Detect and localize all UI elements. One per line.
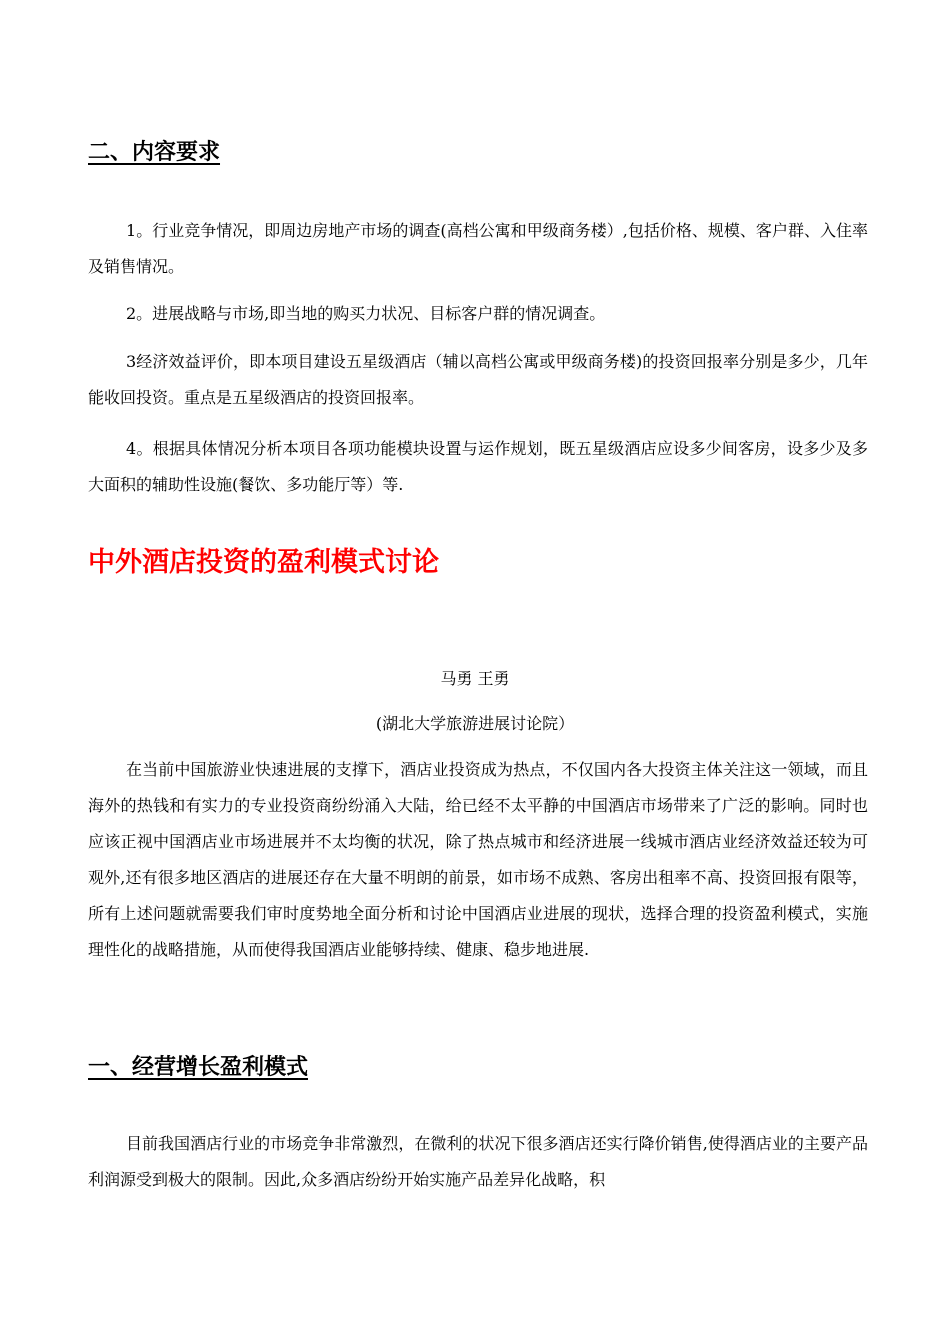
section1-paragraph: 目前我国酒店行业的市场竞争非常激烈，在微利的状况下很多酒店还实行降价销售,使得酒店业的主要产品利润源受到极大的限制。因此,众多酒店纷纷开始实施产品差异化战略，积 xyxy=(88,1134,868,1189)
requirement-item-4: 4。根据具体情况分析本项目各项功能模块设置与运作规划，既五星级酒店应设多少间客房，设多少及多大面积的辅助性设施(餐饮、多功能厅等）等. xyxy=(88,439,868,494)
article-title: 中外酒店投资的盈利模式讨论 xyxy=(88,547,439,578)
article-intro-paragraph: 在当前中国旅游业快速进展的支撑下，酒店业投资成为热点，不仅国内各大投资主体关注这一领域，而且海外的热钱和有实力的专业投资商纷纷涌入大陆，给已经不太平静的中国酒店市场带来了广泛的影响。同时也应该正视中国酒店业市场进展并不太均衡的状况，除了热点城市和经济进展一线城市酒店业经济效益还较为可观外,还有很多地区酒店的进展还存在大量不明朗的前景，如市场不成熟、客房出租率不高、投资回报有限等，所有上述问题就需要我们审时度势地全面分析和讨论中国酒店业进展的现状，选择合理的投资盈利模式，实施理性化的战略措施，从而使得我国酒店业能够持续、健康、稳步地进展. xyxy=(88,760,868,959)
article-authors: 马勇 王勇 xyxy=(440,669,510,688)
section-heading-content-requirements: 二、内容要求 xyxy=(88,139,221,165)
article-affiliation: (湖北大学旅游进展讨论院） xyxy=(375,714,575,733)
requirement-item-2: 2。进展战略与市场,即当地的购买力状况、目标客户群的情况调查。 xyxy=(126,304,606,323)
requirement-item-3: 3经济效益评价，即本项目建设五星级酒店（辅以高档公寓或甲级商务楼)的投资回报率分别是多少，几年能收回投资。重点是五星级酒店的投资回报率。 xyxy=(88,352,868,407)
requirement-item-1: 1。行业竞争情况，即周边房地产市场的调查(高档公寓和甲级商务楼）,包括价格、规模、客户群、入住率及销售情况。 xyxy=(88,221,868,276)
section-heading-operating-growth: 一、经营增长盈利模式 xyxy=(88,1054,309,1080)
